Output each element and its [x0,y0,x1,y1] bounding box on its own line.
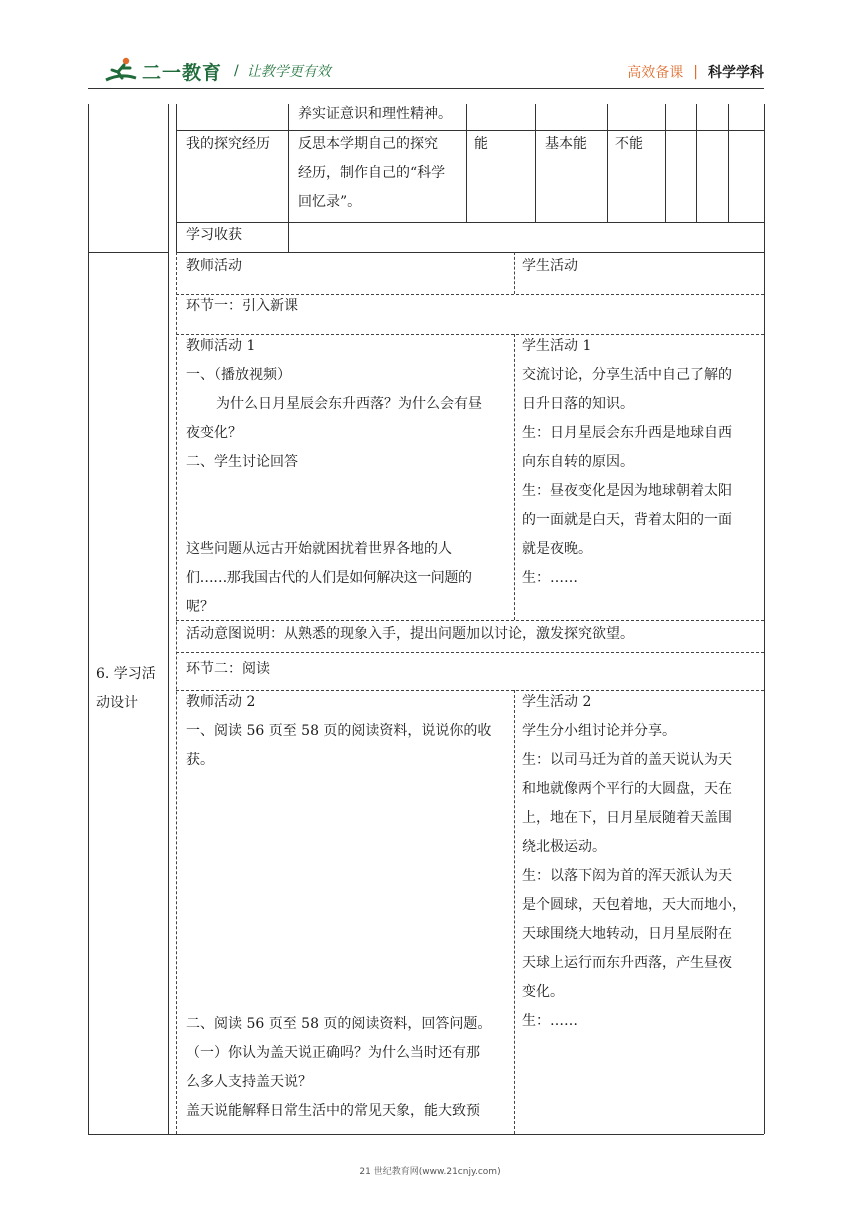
teacher-activity-1-line: 为什么日月星辰会东升西落？为什么会有昼 [216,396,482,412]
brand-name: 二一教育 [142,61,223,84]
teacher-activity-2-title: 教师活动 2 [186,694,256,710]
student-activity-1-title: 学生活动 1 [522,338,592,354]
student-activity-2-line: 上，地在下，日月星辰随着天盖围 [522,810,732,826]
student-activity-2-line: 天球围绕大地转动，日月星辰附在 [522,926,732,942]
header-subject [627,62,764,82]
section-label [96,660,156,718]
table-border-left [88,104,89,1134]
student-activity-1-line: 交流讨论，分享生活中自己了解的 [522,367,732,383]
top-row2-label: 我的探究经历 [186,136,270,152]
teacher-activity-2-line: 一、阅读 56 页至 58 页的阅读资料，说说你的收 [186,723,492,739]
teacher-activity-2-line: （一）你认为盖天说正确吗？为什么当时还有那 [186,1045,480,1061]
option-cannot: 不能 [615,136,643,152]
top-row2-desc [298,130,445,217]
teacher-activity-1-line: 呢？ [186,599,214,615]
brand-slogan: 让教学更有效 [246,64,331,80]
brand-divider: / [234,63,239,79]
top-col-divider-3 [535,104,536,222]
activity-row-line [176,652,764,653]
teacher-activity-1-line: 这些问题从远古开始就困扰着世界各地的人 [186,541,452,557]
table-border-bottom [88,1134,764,1135]
student-activity-1-line: 生：昼夜变化是因为地球朝着太阳 [522,483,732,499]
activity-intent-1: 活动意图说明：从熟悉的现象入手，提出问题加以讨论，激发探究欲望。 [186,626,634,642]
option-can: 能 [474,136,488,152]
student-activity-2 [522,688,762,1036]
teacher-activity-1-line: 一、（播放视频） [186,367,291,383]
top-row3-label: 学习收获 [186,227,242,243]
teacher-activity-header: 教师活动 [186,258,242,274]
stage-1-title: 环节一：引入新课 [186,298,298,314]
top-inner-left [176,104,177,252]
top-row1-text: 养实证意识和理性精神。 [298,106,452,122]
student-activity-2-line: 天球上运行而东升西落，产生昼夜 [522,955,732,971]
activity-col-divider-b [514,334,515,620]
teacher-activity-1-line: 二、学生讨论回答 [186,454,298,470]
section-top-line [88,252,168,253]
teacher-activity-2-part2 [186,1010,510,1126]
top-col-divider-1 [288,104,289,252]
teacher-activity-2-line: 盖天说能解释日常生活中的常见天象，能大致预 [186,1103,480,1119]
runner-logo-icon [104,56,138,86]
teacher-activity-2 [186,688,510,775]
top-col-divider-6 [696,104,697,222]
page-footer: 21 世纪教育网(www.21cnjy.com) [359,1167,501,1177]
teacher-activity-2-line: 么多人支持盖天说？ [186,1074,312,1090]
stage-2-title: 环节二：阅读 [186,661,270,677]
teacher-activity-1 [186,332,510,622]
header-rule [88,88,764,89]
teacher-activity-1-title: 教师活动 1 [186,338,256,354]
section-label-line: 6. 学习活 [96,666,156,682]
student-activity-header: 学生活动 [522,258,578,274]
teacher-activity-1-line: 们……那我国古代的人们是如何解决这一问题的 [186,570,472,586]
student-activity-1-line: 的一面就是白天，背着太阳的一面 [522,512,732,528]
student-activity-2-line: 生：以司马迁为首的盖天说认为天 [522,752,732,768]
student-activity-2-line: 绕北极运动。 [522,839,606,855]
teacher-activity-2-line: 二、阅读 56 页至 58 页的阅读资料，回答问题。 [186,1016,492,1032]
student-activity-2-line: 和地就像两个平行的大圆盘，天在 [522,781,732,797]
student-activity-1-line: 就是夜晚。 [522,541,592,557]
student-activity-2-line: 生：…… [522,1013,578,1029]
header-subject-name: 科学学科 [708,65,764,81]
top-row2-desc-line: 反思本学期自己的探究 [298,136,438,152]
top-col-divider-7 [728,104,729,222]
option-basically-can: 基本能 [545,136,587,152]
activity-col-divider-a [514,252,515,294]
student-activity-2-line: 是个圆球，天包着地，天大而地小， [522,897,746,913]
teacher-activity-1-line: 夜变化？ [186,425,242,441]
top-row-line-2 [176,222,764,223]
brand-logo [104,54,331,88]
student-activity-1-line: 生：日月星辰会东升西是地球自西 [522,425,732,441]
student-activity-2-title: 学生活动 2 [522,694,592,710]
student-activity-1-line: 生：…… [522,570,578,586]
top-col-divider-5 [665,104,666,222]
top-row-line-3 [176,252,764,253]
top-row2-desc-line: 回忆录”。 [298,194,362,210]
top-row2-desc-line: 经历，制作自己的“科学 [298,165,446,181]
activity-col-divider-c [514,690,515,1134]
section-label-line: 动设计 [96,695,138,711]
header-separator: | [693,64,698,80]
header-tag: 高效备课 [627,65,684,81]
top-col-divider-4 [607,104,608,222]
student-activity-2-line: 生：以落下闳为首的浑天派认为天 [522,868,732,884]
teacher-activity-2-line: 获。 [186,752,214,768]
activity-border-left [176,252,177,1134]
student-activity-2-line: 变化。 [522,984,564,1000]
student-activity-1-line: 向东自转的原因。 [522,454,634,470]
table-divider-label [168,104,169,1134]
student-activity-1-line: 日升日落的知识。 [522,396,634,412]
student-activity-2-line: 学生分小组讨论并分享。 [522,723,676,739]
top-col-divider-2 [466,104,467,222]
table-border-right [764,104,765,1134]
student-activity-1 [522,332,762,593]
